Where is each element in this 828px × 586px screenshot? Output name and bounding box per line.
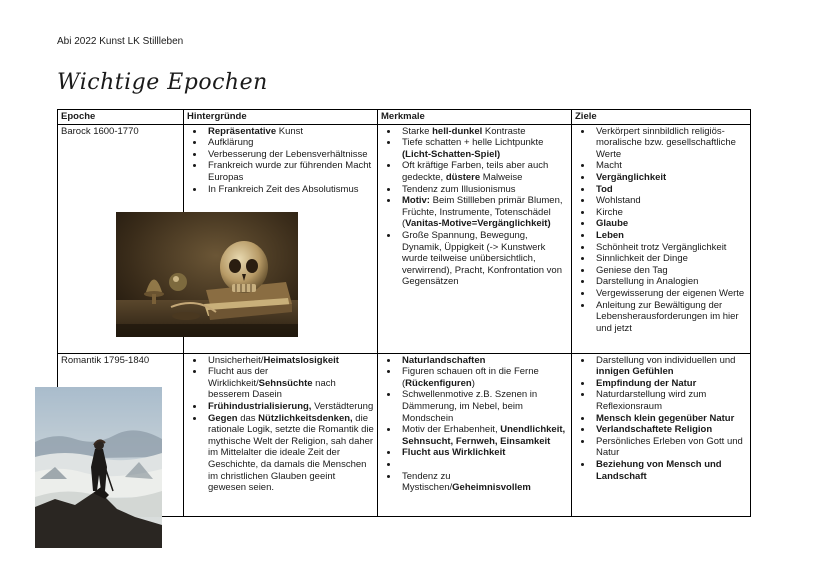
list-item-text: (Licht-Schatten-Spiel) — [402, 148, 501, 160]
list-item-text: Kontraste — [482, 125, 526, 137]
list-item — [399, 137, 568, 160]
list-item-text: Heimatslosigkeit — [263, 354, 339, 366]
list-item-text: Naturlandschaften — [402, 354, 486, 366]
cell-merkmale — [378, 124, 572, 353]
list-item-text: Schönheit trotz Vergänglichkeit — [596, 241, 727, 253]
list-item-text: innigen Gefühlen — [596, 366, 674, 378]
list-item — [399, 184, 568, 196]
list-item-text: Verkörpert sinnbildlich religiös-moralische bzw. gesellschaftliche Werte — [596, 125, 736, 160]
list-item-text: Unendlichkeit, Sehnsucht, Fernweh, Einsamkeit — [402, 424, 566, 447]
list-item — [593, 172, 747, 184]
column-header-merkmale: Merkmale — [378, 110, 572, 125]
list-item-text: Repräsentative — [208, 125, 277, 137]
list-item-text: Leben — [596, 229, 624, 241]
list-item-text: Rückenfiguren — [405, 377, 472, 389]
list-item-text: Vergewisserung der eigenen Werte — [596, 287, 745, 299]
list-item — [205, 149, 374, 161]
list-item — [205, 366, 374, 401]
list-item-text: Sinnlichkeit der Dinge — [596, 253, 688, 265]
wanderer-above-sea-of-fog-painting — [35, 387, 162, 548]
list-item-text: Aufklärung — [208, 137, 254, 149]
list-item — [205, 126, 374, 138]
list-item-text: Motiv: — [402, 195, 430, 207]
vanitas-still-life-painting — [116, 212, 298, 337]
list-item — [593, 195, 747, 207]
list-item-text: düstere — [445, 171, 481, 183]
list-item-text: Mensch klein gegenüber Natur — [596, 412, 735, 424]
document-header: Abi 2022 Kunst LK Stillleben — [57, 36, 184, 47]
list-item — [593, 126, 747, 161]
list-item — [593, 276, 747, 288]
list-item-text: Beim Stillleben primär Blumen, Früchte, Instrumente, Totenschädel ( — [402, 195, 563, 230]
list-item — [593, 253, 747, 265]
list-item-text: nach besserem Dasein — [208, 377, 336, 401]
list-item — [205, 184, 374, 196]
list-item-text: Flucht aus Wirklichkeit — [402, 447, 506, 459]
list-item-text: Figuren schauen oft in die Ferne ( — [402, 366, 539, 389]
list-item-text: die rationale Logik, setzte die Romantik die mythische Welt der Religion, sah daher im Mittelalter die ideale Zeit der Geschichte, da damals die Menschen im christlichen Glauben geeint gewesen seien. — [208, 412, 374, 494]
list-item-text: Frühindustrialisierung, — [208, 400, 312, 412]
list-item — [593, 424, 747, 436]
list-item-text: Flucht aus der Wirklichkeit/ — [208, 366, 269, 389]
table-header-row — [58, 110, 751, 125]
list-item-text: Gegen — [208, 412, 238, 424]
cell-ziele — [572, 124, 751, 353]
list-item-text: Malweise — [480, 171, 523, 183]
list-item — [205, 137, 374, 149]
list-item-text: Glaube — [596, 218, 629, 230]
list-item-text: Geheimnisvollem — [452, 482, 531, 494]
list-item-text: Verbesserung der Lebensverhältnisse — [208, 148, 368, 160]
cell-epoche: Barock 1600-1770 — [58, 124, 184, 353]
list-item — [399, 355, 568, 367]
list-item — [399, 471, 568, 494]
list-item — [593, 184, 747, 196]
list-item-text: Sehnsüchte — [258, 377, 313, 389]
list-item-text: Nützlichkeitsdenken, — [258, 412, 353, 424]
list-item-text: In Frankreich Zeit des Absolutismus — [208, 183, 359, 195]
list-item-text: Darstellung in Analogien — [596, 276, 699, 288]
list-item — [399, 160, 568, 183]
list-item-text: das — [237, 412, 259, 424]
list-item — [593, 355, 747, 378]
page-title: Wichtige Epochen — [57, 70, 268, 95]
list-item-text: Darstellung von individuellen und — [596, 354, 736, 366]
list-item-text: Vergänglichkeit — [596, 171, 667, 183]
list-item — [593, 265, 747, 277]
list-item-text: Frankreich wurde zur führenden Macht Europas — [208, 160, 372, 183]
column-header-epoche: Epoche — [58, 110, 184, 125]
list-item — [593, 288, 747, 300]
list-item-text: Schwellenmotive z.B. Szenen in Dämmerung, im Nebel, beim Mondschein — [402, 389, 538, 424]
list-item — [399, 366, 568, 389]
list-item — [399, 459, 568, 471]
list-item-text: Geniese den Tag — [596, 264, 668, 276]
list-item-text: hell-dunkel — [432, 125, 483, 137]
list-item — [399, 424, 568, 447]
list-item-text: Kunst — [276, 125, 304, 137]
list-item — [593, 413, 747, 425]
list-item-text: Tiefe schatten + helle Lichtpunkte — [402, 137, 544, 149]
list-item — [593, 300, 747, 335]
list-item-text: Große Spannung, Bewegung, Dynamik, Üppigkeit (-> Kunstwerk wurde teilweise unübersichtlich, verwirrend), Pracht, Konfrontation von Gegensätzen — [402, 229, 562, 288]
cell-merkmale — [378, 353, 572, 516]
cell-hintergruende — [184, 353, 378, 516]
list-item-text: Persönliches Erleben von Gott und Natur — [596, 435, 743, 459]
list-item-text: Motiv der Erhabenheit, — [402, 424, 501, 436]
list-item-text: Beziehung von Mensch und Landschaft — [596, 458, 722, 482]
cell-epoche: Romantik 1795-1840 — [58, 353, 184, 516]
list-item-text: Verstädterung — [311, 400, 374, 412]
list-item — [399, 195, 568, 230]
list-item-text: Empfindung der Natur — [596, 377, 697, 389]
list-item — [593, 207, 747, 219]
list-item — [593, 218, 747, 230]
list-item-text: Kirche — [596, 206, 623, 218]
list-item-text: Starke — [402, 125, 433, 137]
list-item — [399, 389, 568, 424]
list-item-text: Tendenz zum Illusionismus — [402, 183, 516, 195]
list-item — [399, 230, 568, 288]
list-item-text: Macht — [596, 160, 622, 172]
column-header-hintergruende: Hintergründe — [184, 110, 378, 125]
list-item — [205, 355, 374, 367]
list-item-text: Oft kräftige Farben, teils aber auch gedeckte, — [402, 160, 549, 183]
list-item-text: Tod — [596, 183, 613, 195]
list-item — [399, 447, 568, 459]
list-item — [593, 459, 747, 482]
list-item-text: Anleitung zur Bewältigung der Lebensherausforderungen im hier und jetzt — [596, 299, 739, 334]
list-item-text: Naturdarstellung wird zum Reflexionsraum — [596, 389, 707, 412]
list-item — [593, 389, 747, 412]
list-item — [399, 126, 568, 138]
list-item-text: Verlandschaftete Religion — [596, 424, 713, 436]
list-item — [205, 160, 374, 183]
list-item-text: Tendenz zu Mystischen/ — [402, 470, 453, 494]
list-item — [205, 413, 374, 494]
list-item-text: Unsicherheit/ — [208, 354, 264, 366]
list-item-text: ) — [471, 377, 475, 389]
list-item-text: Wohlstand — [596, 195, 641, 207]
list-item — [593, 160, 747, 172]
cell-ziele — [572, 353, 751, 516]
list-item — [593, 378, 747, 390]
list-item — [593, 436, 747, 459]
list-item-text: Vanitas-Motive=Vergänglichkeit) — [405, 218, 551, 230]
column-header-ziele: Ziele — [572, 110, 751, 125]
list-item — [593, 230, 747, 242]
list-item — [593, 242, 747, 254]
list-item — [205, 401, 374, 413]
